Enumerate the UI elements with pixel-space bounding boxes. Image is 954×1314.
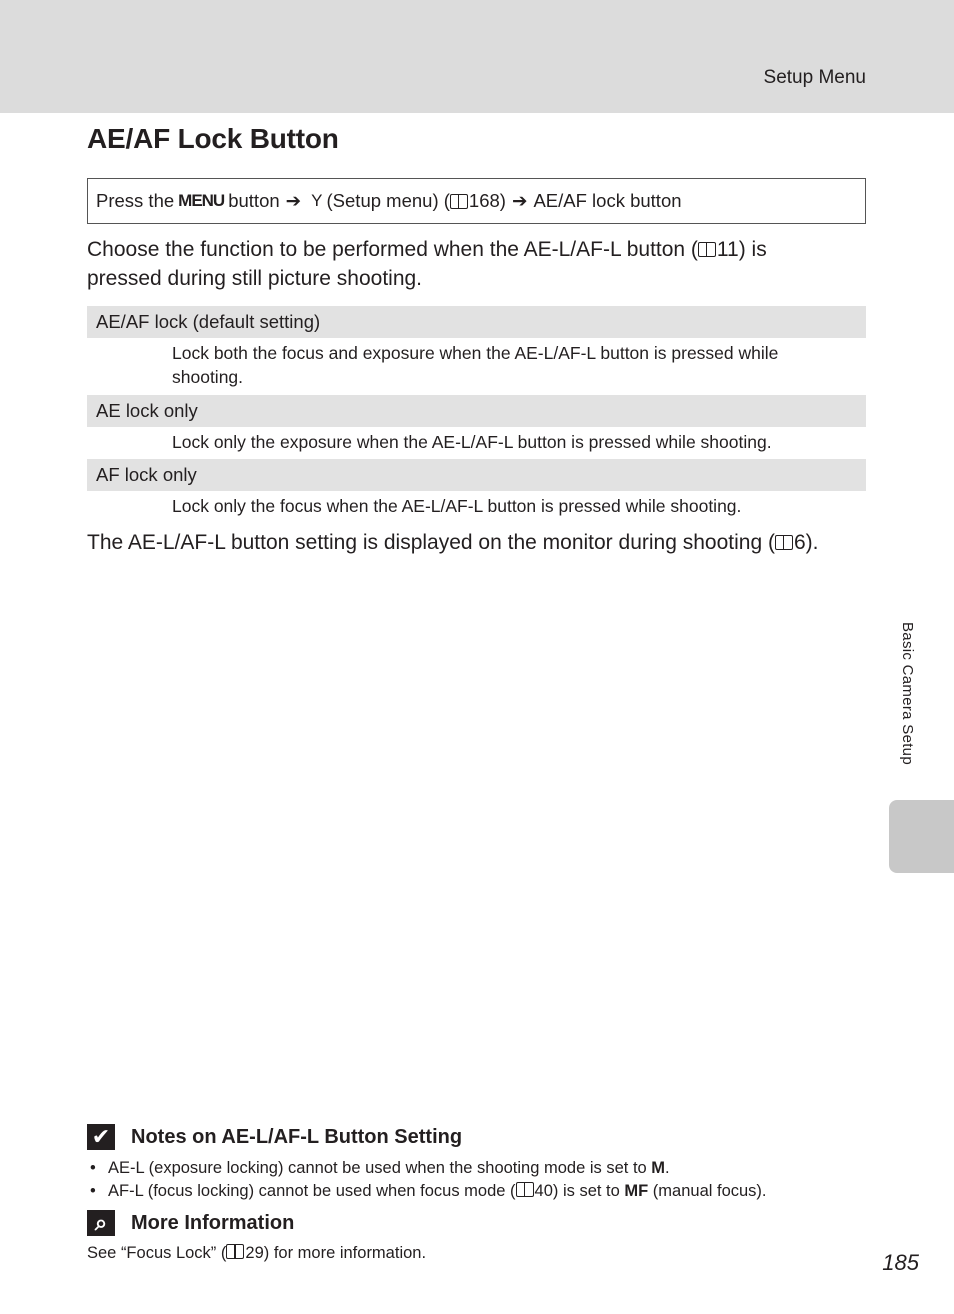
option-description-ae-lock: Lock only the exposure when the AE-L/AF-L button is pressed while shooting.: [172, 432, 772, 452]
arrow-icon: ➔: [285, 190, 302, 211]
bullet-text-end: .: [665, 1159, 670, 1177]
side-tab: [889, 800, 954, 873]
closing-paragraph: [87, 528, 887, 557]
wrench-icon: Y: [311, 191, 323, 210]
intro-paragraph: [87, 235, 847, 293]
more-info-ref: 29) for more information.: [245, 1244, 427, 1262]
closing-ref: 6).: [793, 531, 819, 554]
header-band: [0, 0, 954, 113]
notes-heading-text: Notes on AE-L/AF-L Button Setting: [131, 1125, 463, 1148]
bullet-text-end: (manual focus).: [648, 1182, 767, 1200]
menu-path-box: [87, 178, 866, 224]
bullet-text: AF-L (focus locking) cannot be used when focus mode (: [108, 1182, 516, 1200]
page-title: AE/AF Lock Button: [87, 123, 339, 154]
bullet-dot: •: [90, 1159, 96, 1177]
page-reference-icon: [698, 242, 716, 257]
option-heading-ae-af-lock: AE/AF lock (default setting): [87, 306, 866, 338]
mode-m-icon: M: [651, 1159, 666, 1177]
closing-text: The AE-L/AF-L button setting is displayed on the monitor during shooting (: [87, 531, 775, 554]
arrow-icon: ➔: [511, 190, 528, 211]
menu-path-setup-ref: 168): [468, 190, 506, 211]
notes-bullet: [90, 1157, 670, 1179]
magnifier-icon: ⌕: [87, 1210, 115, 1236]
menu-path-button-word: button: [228, 190, 280, 211]
page-reference-icon: [226, 1244, 244, 1259]
menu-path-target: AE/AF lock button: [533, 190, 682, 211]
bullet-ref: 40) is set to: [534, 1182, 625, 1200]
more-info-text: [87, 1242, 426, 1264]
more-info-heading: [87, 1210, 294, 1236]
more-info-heading-text: More Information: [131, 1211, 295, 1234]
option-heading-ae-lock: AE lock only: [87, 395, 866, 427]
intro-text: Choose the function to be performed when the AE-L/AF-L button (: [87, 238, 698, 261]
more-info-body: See “Focus Lock” (: [87, 1244, 227, 1262]
option-description-ae-af-lock: Lock both the focus and exposure when the AE-L/AF-L button is pressed while shooting.: [172, 343, 779, 387]
page-reference-icon: [516, 1182, 534, 1197]
checkmark-icon: ✔: [87, 1124, 115, 1150]
notes-bullet: [90, 1180, 767, 1202]
bullet-dot: •: [90, 1182, 96, 1200]
page-reference-icon: [450, 194, 468, 209]
side-tab-label: Basic Camera Setup: [899, 622, 916, 765]
page-reference-icon: [775, 535, 793, 550]
bullet-text: AE-L (exposure locking) cannot be used when the shooting mode is set to: [108, 1159, 652, 1177]
mode-mf-icon: MF: [624, 1182, 649, 1200]
page-number: 185: [882, 1250, 919, 1275]
intro-ref: 11) is pressed during still picture shooting.: [87, 238, 767, 290]
notes-heading: [87, 1124, 462, 1150]
menu-button-icon: MENU: [178, 191, 225, 210]
section-label: Setup Menu: [763, 67, 866, 88]
menu-path-press: Press the: [96, 190, 175, 211]
option-heading-af-lock: AF lock only: [87, 459, 866, 491]
option-description-af-lock: Lock only the focus when the AE-L/AF-L button is pressed while shooting.: [172, 496, 742, 516]
menu-path-setup: (Setup menu) (: [326, 190, 450, 211]
